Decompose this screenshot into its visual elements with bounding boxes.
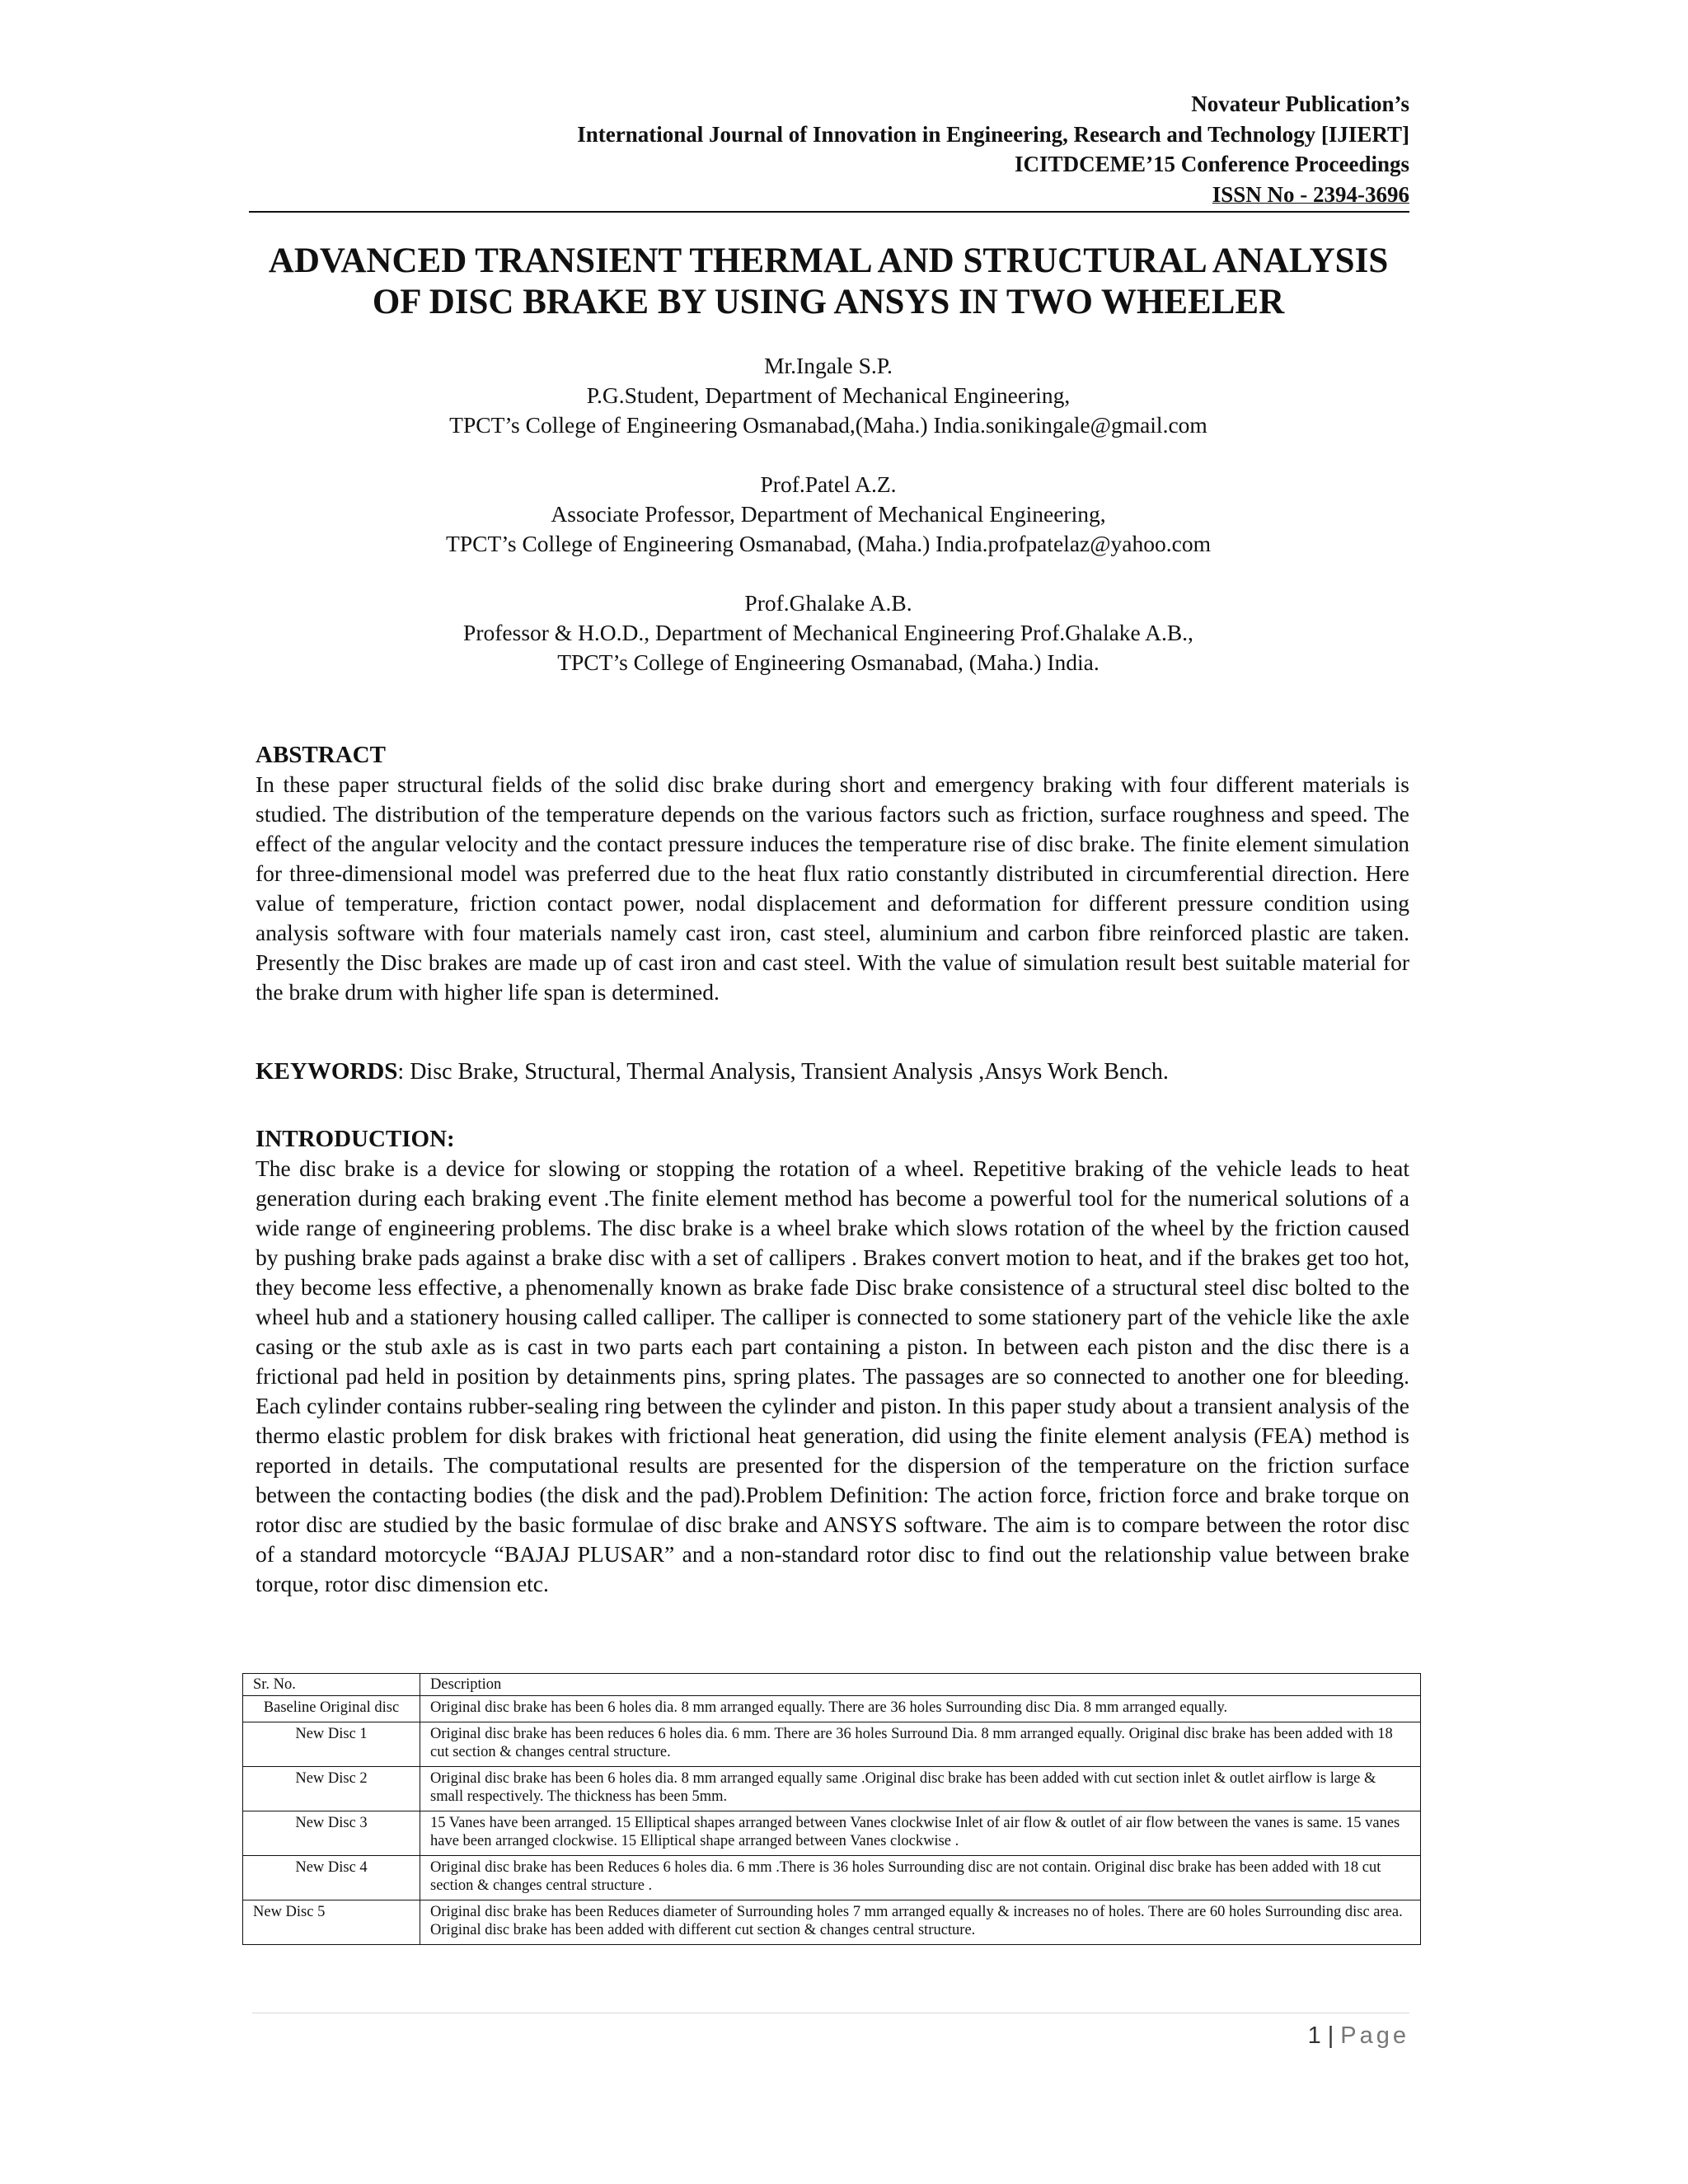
table-row [243, 1856, 1421, 1900]
table-header-cell: Description [420, 1674, 1421, 1696]
keywords-text: : Disc Brake, Structural, Thermal Analysis, Transient Analysis ,Ansys Work Bench. [397, 1059, 1169, 1085]
table-row [243, 1811, 1421, 1856]
abstract-heading: ABSTRACT [256, 742, 386, 768]
introduction-body: The disc brake is a device for slowing or stopping the rotation of a wheel. Repetitive braking of the vehicle leads to heat generation during each braking event .The finite element method has become a powerful tool for the numerical solutions of a wide range of engineering problems. The disc brake is a wheel brake which slows rotation of the wheel by the friction caused by pushing brake pads against a brake disc with a set of callipers . Brakes convert motion to heat, and if the brakes get too hot, they become less effective, a phenomenally known as brake fade Disc brake consistence of a structural steel disc bolted to the wheel hub and a stationery housing called calliper. The calliper is connected to some stationery part of the vehicle like the axle casing or the stub axle as is cast in two parts each part containing a piston. In between each piston and the disc there is a frictional pad held in position by detainments pins, spring plates. The passages are so connected to another one for bleeding. Each cylinder contains rubber-sealing ring between the cylinder and piston. In this paper study about a transient analysis of the thermo elastic problem for disk brakes with frictional heat generation, did using the finite element analysis (FEA) method is reported in details. The computational results are presented for the dispersion of the temperature on the friction surface between the contacting bodies (the disk and the pad).Problem Definition: The action force, friction force and brake torque on rotor disc are studied by the basic formulae of disc brake and ANSYS software. The aim is to compare between the rotor disc of a standard motorcycle “BAJAJ PLUSAR” and a non-standard rotor disc to find out the relationship value between brake torque, rotor disc dimension etc. [256, 1155, 1409, 1596]
author-affiliation: TPCT’s College of Engineering Osmanabad, (Maha.) India. [557, 649, 1100, 675]
footer-separator: | [1327, 2022, 1334, 2049]
author-block-1 [247, 351, 1409, 440]
page-number: 1 [1307, 2022, 1321, 2049]
table-header-row [243, 1674, 1421, 1696]
header-divider [249, 211, 1409, 213]
introduction-heading: INTRODUCTION: [256, 1126, 455, 1152]
keywords-line [256, 1057, 1169, 1087]
table-cell-label: New Disc 5 [243, 1900, 420, 1945]
table-row [243, 1900, 1421, 1945]
table-cell-label: New Disc 2 [243, 1767, 420, 1811]
author-name: Mr.Ingale S.P. [764, 353, 893, 378]
keywords-label: KEYWORDS [256, 1058, 398, 1085]
issn-number: ISSN No - 2394-3696 [1212, 181, 1409, 207]
author-block-3 [247, 588, 1409, 677]
author-name: Prof.Ghalake A.B. [744, 590, 912, 616]
abstract-body: In these paper structural fields of the solid disc brake during short and emergency braking with four different materials is studied. The distribution of the temperature depends on the various factors such as friction, surface roughness and speed. The effect of the angular velocity and the contact pressure induces the temperature rise of disc brake. The finite element simulation for three-dimensional model was preferred due to the heat flux ratio constantly distributed in circumferential direction. Here value of temperature, friction contact power, nodal displacement and deformation for different pressure condition using analysis software with four materials namely cast iron, cast steel, aluminium and carbon fibre reinforced plastic are taken. Presently the Disc brakes are made up of cast iron and cast steel. With the value of simulation result best suitable material for the brake drum with higher life span is determined. [256, 771, 1409, 1005]
table-cell-description: Original disc brake has been Reduces 6 holes dia. 6 mm .There is 36 holes Surrounding disc are not contain. Original disc brake has been added with 18 cut section & changes central structure . [420, 1856, 1421, 1900]
disc-description-table [242, 1673, 1421, 1945]
table-header-cell: Sr. No. [243, 1674, 420, 1696]
page-footer [1308, 2022, 1409, 2050]
conference-name: ICITDCEME’15 Conference Proceedings [1015, 152, 1409, 176]
author-name: Prof.Patel A.Z. [760, 471, 897, 497]
publisher-name: Novateur Publication’s [1191, 91, 1409, 116]
table-row [243, 1722, 1421, 1767]
page-label: Page [1340, 2022, 1409, 2049]
table-cell-label: New Disc 3 [243, 1811, 420, 1856]
author-role: Associate Professor, Department of Mechanical Engineering, [551, 501, 1106, 527]
author-affiliation: TPCT’s College of Engineering Osmanabad,(Maha.) India.sonikingale@gmail.com [449, 412, 1207, 438]
table-cell-description: 15 Vanes have been arranged. 15 Elliptical shapes arranged between Vanes clockwise Inlet of air flow & outlet of air flow between the vanes is same. 15 vanes have been arranged clockwise. 15 Elliptical shape arranged between Vanes clockwise . [420, 1811, 1421, 1856]
table-cell-description: Original disc brake has been 6 holes dia. 8 mm arranged equally. There are 36 holes Surrounding disc Dia. 8 mm arranged equally. [420, 1696, 1421, 1722]
paper-title [247, 241, 1409, 323]
table-cell-description: Original disc brake has been 6 holes dia. 8 mm arranged equally same .Original disc brake has been added with cut section inlet & outlet airflow is large & small respectively. The thickness has been 5mm. [420, 1767, 1421, 1811]
table-cell-label: New Disc 4 [243, 1856, 420, 1900]
journal-header [247, 89, 1409, 209]
title-line-2: OF DISC BRAKE BY USING ANSYS IN TWO WHEELER [372, 283, 1285, 321]
table-cell-description: Original disc brake has been reduces 6 holes dia. 6 mm. There are 36 holes Surround Dia. 8 mm arranged equally. Original disc brake has been added with 18 cut section & changes central structure. [420, 1722, 1421, 1767]
author-role: Professor & H.O.D., Department of Mechanical Engineering Prof.Ghalake A.B., [463, 620, 1193, 645]
title-line-1: ADVANCED TRANSIENT THERMAL AND STRUCTURAL ANALYSIS [268, 241, 1389, 280]
table-cell-description: Original disc brake has been Reduces diameter of Surrounding holes 7 mm arranged equally & increases no of holes. There are 60 holes Surrounding disc area. Original disc brake has been added with different cut section & changes central structure. [420, 1900, 1421, 1945]
table-row [243, 1767, 1421, 1811]
author-role: P.G.Student, Department of Mechanical Engineering, [586, 382, 1071, 408]
table-row [243, 1696, 1421, 1722]
author-affiliation: TPCT’s College of Engineering Osmanabad, (Maha.) India.profpatelaz@yahoo.com [446, 531, 1211, 556]
table-cell-label: New Disc 1 [243, 1722, 420, 1767]
author-block-2 [247, 470, 1409, 559]
table-cell-label: Baseline Original disc [243, 1696, 420, 1722]
journal-name: International Journal of Innovation in Engineering, Research and Technology [IJIERT] [577, 121, 1409, 147]
